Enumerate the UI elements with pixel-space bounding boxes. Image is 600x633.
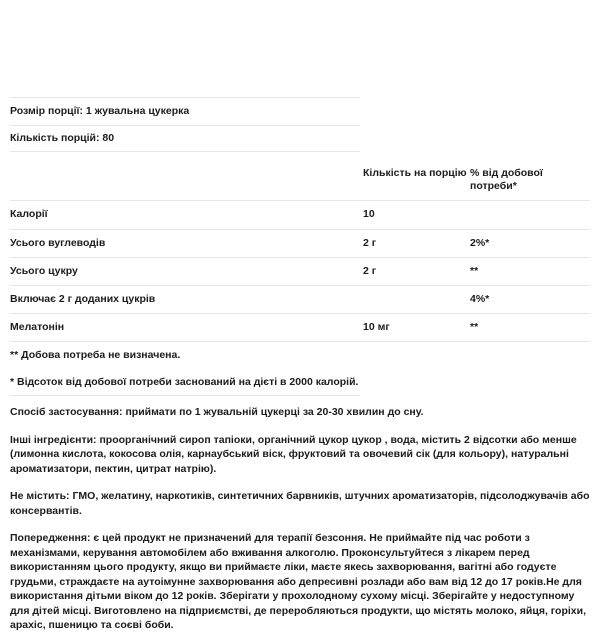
nutrient-amount: 10 (363, 201, 470, 229)
footnotes-block (10, 342, 590, 396)
free-from-paragraph: Не містить: ГМО, желатину, наркотиків, синтетичних барвників, штучних ароматизаторів, підсолоджувачів або консервантів. (10, 490, 590, 517)
header-nutrient (10, 159, 363, 201)
servings-per-container-row: Кількість порцій: 80 (10, 126, 360, 153)
table-row (10, 229, 590, 257)
label-paragraphs (10, 405, 592, 632)
nutrient-name: Усього вуглеводів (10, 229, 363, 257)
nutrient-daily-value: 4%* (470, 285, 590, 313)
other-ingredients-paragraph: Інші інгредієнти: проорганічний сироп тапіоки, органічний цукор цукор , вода, містить 2 відсотки або менше (лимонна кислота, кокосова олія, карнаубський віск, фруктовий та овочевий сік (для кольору), натуральні ароматизатори, пектин, цитрат натрію). (10, 433, 577, 475)
nutrient-amount: 2 г (363, 257, 470, 285)
nutrient-name: Мелатонін (10, 313, 363, 341)
table-body (10, 201, 590, 342)
nutrient-amount: 2 г (363, 229, 470, 257)
nutrient-name: Усього цукру (10, 257, 363, 285)
table-head (10, 159, 590, 201)
serving-info-block (10, 97, 590, 152)
footnote-percent-daily-value-basis: * Відсоток від добової потреби заснований на дієті в 2000 калорій. (10, 369, 360, 397)
table-header-row (10, 159, 590, 201)
nutrient-amount: 10 мг (363, 313, 470, 341)
nutrient-daily-value: ** (470, 257, 590, 285)
table-row (10, 285, 590, 313)
supplement-facts-table (10, 159, 590, 342)
footnote-daily-value-not-established: ** Добова потреба не визначена. (10, 349, 181, 362)
nutrient-name: Калорії (10, 201, 363, 229)
header-amount-per-serving: Кількість на порцію (363, 159, 470, 201)
header-percent-daily-value: % від добової потреби* (470, 159, 590, 201)
table-row (10, 201, 590, 229)
nutrient-daily-value: 2%* (470, 229, 590, 257)
serving-size-row: Розмір порції: 1 жувальна цукерка (10, 97, 360, 126)
table-row (10, 313, 590, 341)
table-row (10, 257, 590, 285)
nutrient-name: Включає 2 г доданих цукрів (10, 285, 363, 313)
nutrient-daily-value: ** (470, 313, 590, 341)
warning-paragraph: Попередження: є цей продукт не призначений для терапії безсоння. Не приймайте під час роботи з механізмами, керування автомобілем або вживання алкоголю. Проконсультуйтеся з лікарем перед використанням цього продукту, якщо ви приймаєте ліки, маєте якесь захворювання, вагітні або годуєте грудьми, страждаєте на аутоімунне захворювання або депресивні розлади або вам від 12 до 17 років.Не для використання дітьми віком до 12 років. Зберігати у прохолодному сухому місці. Зберігайте у недоступному для дітей місці. Виготовлено на підприємстві, де переробляються продукти, що містять молоко, яйця, горіхи, арахіс, пшеницю та соєві боби. (10, 532, 586, 632)
nutrient-amount (363, 285, 470, 313)
nutrient-daily-value (470, 201, 590, 229)
directions-paragraph: Спосіб застосування: приймати по 1 жувальній цукерці за 20-30 хвилин до сну. (10, 406, 424, 419)
